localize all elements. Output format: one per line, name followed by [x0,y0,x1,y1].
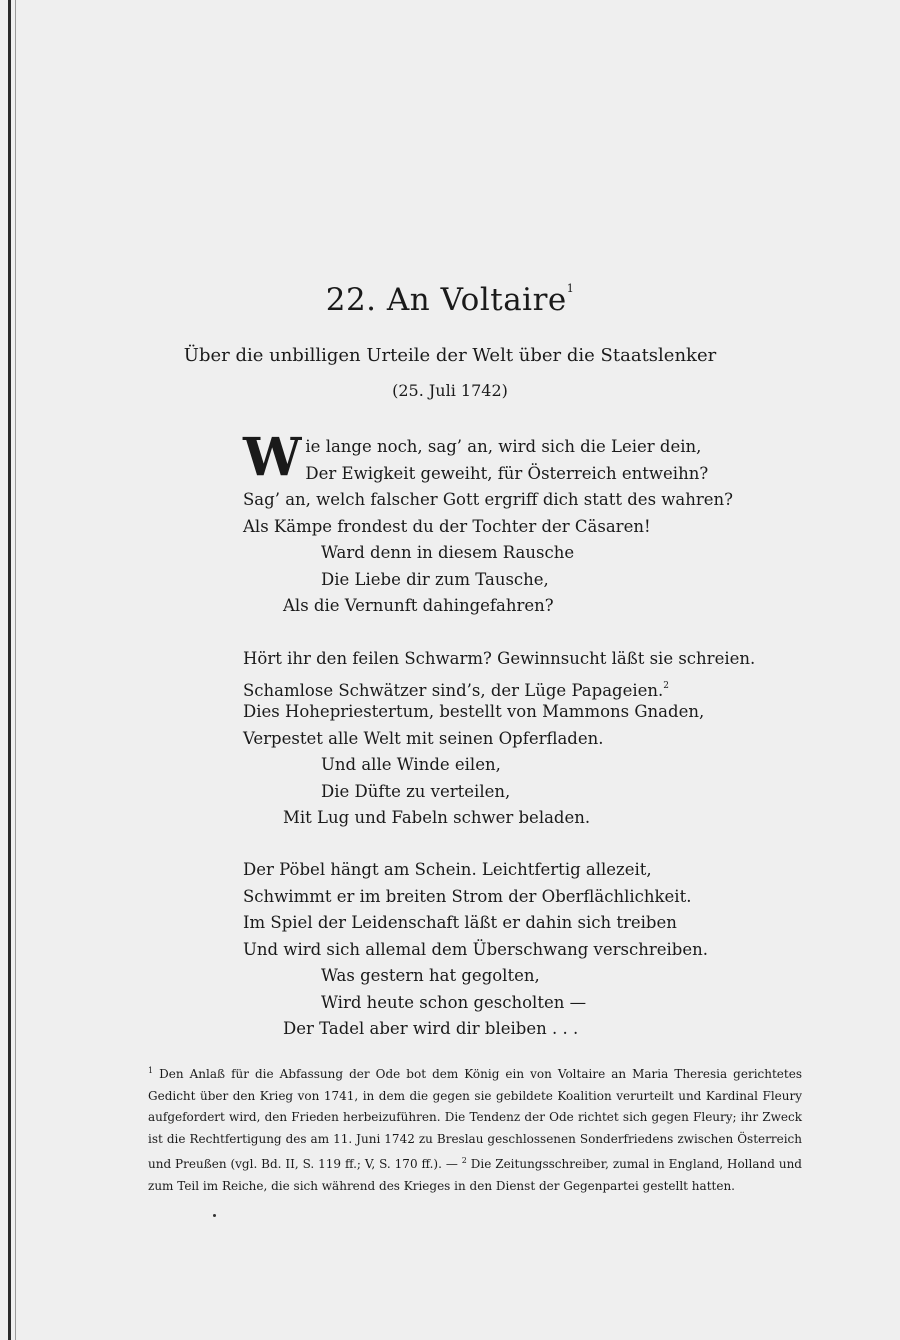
footnote-ref: 2 [663,680,670,691]
stanza-3 [243,857,803,1043]
verse-line: Der Tadel aber wird dir bleiben . . . [283,1019,579,1038]
verse-line: Die Liebe dir zum Tausche, [321,569,549,589]
verse-line: Der Ewigkeit geweiht, für Österreich entweihn? [305,463,709,483]
verse-line: Was gestern hat gegolten, [321,966,540,985]
verse-line: Als Kämpe frondest du der Tochter der Cäsaren! [243,516,651,536]
verse-line: Sag’ an, welch falscher Gott ergriff dich statt des wahren? [243,490,733,509]
page-edge-line-thin [15,0,16,1340]
poem-number: 22. [325,282,377,318]
verse-line: Schwimmt er im breiten Strom der Oberflächlichkeit. [243,886,692,906]
verse-line: Und wird sich allemal dem Überschwang verschreiben. [243,939,708,959]
page-edge-line [8,0,11,1340]
verse-line: Und alle Winde eilen, [321,755,501,774]
drop-cap: W [243,427,302,488]
stanza-2 [243,646,803,832]
poem-subtitle: Über die unbilligen Urteile der Welt über die Staatslenker [183,345,717,366]
print-speck [213,1214,216,1217]
verse-line: Als die Vernunft dahingefahren? [283,596,554,615]
verse-line: Die Düfte zu verteilen, [321,781,511,801]
stanza-1 [243,427,803,620]
footnote-2-marker: 2 [461,1156,467,1165]
poem-title-text: An Voltaire [386,282,567,318]
verse-line: Der Pöbel hängt am Schein. Leichtfertig allezeit, [243,860,652,879]
verse-line: Mit Lug und Fabeln schwer beladen. [283,808,591,827]
footnote-2-text: Die Zeitungsschreiber, zumal in England, Holland und zum Teil im Reiche, die sich während des Krieges in den Dienst der Gegenpartei gestellt hatten. [148,1157,802,1193]
verse-line: Verpestet alle Welt mit seinen Opferfladen. [243,728,604,748]
footnotes [148,1060,802,1197]
verse-line: Ward denn in diesem Rausche [321,543,575,562]
title-footnote-ref: 1 [566,282,575,295]
footnote-1-text: Den Anlaß für die Abfassung der Ode bot dem König ein von Voltaire an Maria Theresia gerichtetes Gedicht über den Krieg von 1741, in dem die gegen sie gebildete Koalition verurteilt und Kardinal Fleury aufgefordert wird, den Frieden herbeizuführen. Die Tendenz der Ode richtet sich gegen Fleury; ihr Zweck ist die Rechtfertigung des am 11. Juni 1742 zu Breslau geschlossenen Sonderfriedens zwischen Österreich und Preußen (vgl. Bd. II, S. 119 ff.; V, S. 170 ff.). — [148,1067,802,1171]
verse-line: Hört ihr den feilen Schwarm? Gewinnsucht läßt sie schreien. [243,649,756,668]
poem-title [0,282,900,318]
poem-date: (25. Juli 1742) [392,381,508,400]
verse-line: Dies Hohepriestertum, bestellt von Mammons Gnaden, [243,702,705,721]
verse-line: Wird heute schon gescholten — [321,992,587,1012]
verse-line: ie lange noch, sag’ an, wird sich die Leier dein, [305,437,702,456]
footnote-1-marker: 1 [148,1066,154,1075]
verse-line-with-ref [243,673,803,700]
verse-line: Im Spiel der Leidenschaft läßt er dahin sich treiben [243,913,677,932]
verse-text: Schamlose Schwätzer sind’s, der Lüge Papageien. [243,680,664,700]
